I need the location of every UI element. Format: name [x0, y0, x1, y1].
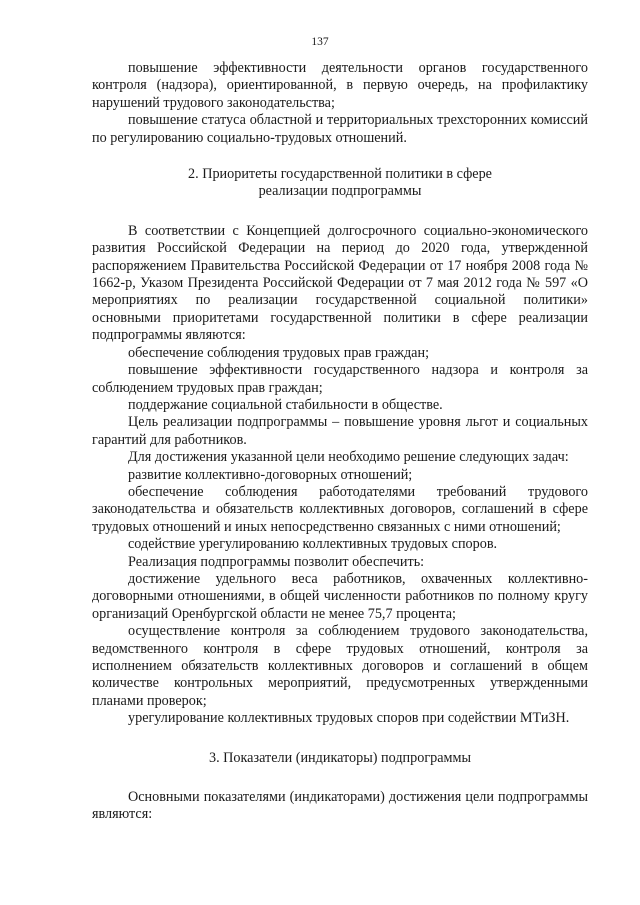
paragraph: поддержание социальной стабильности в обществе. [128, 396, 443, 413]
paragraph: Цель реализации подпрограммы – повышение уровня льгот и социальных гарантий для работников. [92, 414, 588, 448]
paragraph: урегулирование коллективных трудовых споров при содействии МТиЗН. [128, 710, 570, 727]
paragraph: осуществление контроля за соблюдением трудового законодательства, ведомственного контроля в сфере трудовых отношений, контроля за исполнением обязательств коллективных договоров и соглашений в общем количестве контрольных мероприятий, предусмотренных утвержденными планами проверок; [92, 623, 588, 709]
spacer [92, 201, 588, 223]
paragraph: достижение удельного веса работников, охваченных коллективно-договорными отношениями, в общей численности работников по полному кругу организаций Оренбургской области не менее 75,7 процента; [92, 570, 588, 622]
section-heading: 3. Показатели (индикаторы) подпрограммы [208, 749, 472, 766]
paragraph: развитие коллективно-договорных отношений; [128, 466, 413, 483]
paragraph: Для достижения указанной цели необходимо решение следующих задач: [128, 449, 569, 466]
section-heading: 2. Приоритеты государственной политики в сфере [188, 166, 492, 183]
paragraph: обеспечение соблюдения трудовых прав граждан; [128, 344, 430, 361]
paragraph: Реализация подпрограммы позволит обеспечить: [128, 553, 425, 570]
document-body [92, 60, 588, 824]
paragraph: обеспечение соблюдения работодателями требований трудового законодательства и обязательств коллективных договоров, соглашений в сфере трудовых отношений и иных непосредственно связанных с ними отношений; [92, 483, 588, 535]
paragraph: повышение статуса областной и территориальных трехсторонних комиссий по регулированию социально-трудовых отношений. [92, 112, 588, 146]
paragraph: повышение эффективности деятельности органов государственного контроля (надзора), ориентированной, в первую очередь, на профилактику нарушений трудового законодательства; [92, 60, 588, 111]
paragraph: В соответствии с Концепцией долгосрочного социально-экономического развития Российской Федерации на период до 2020 года, утвержденной распоряжением Правительства Российской Федерации от 17 ноября 2008 года № 1662-р, Указом Президента Российской Федерации от 7 мая 2012 года № 597 «О мероприятиях по реализации государственной социальной политики» основными приоритетами государственной политики в сфере реализации подпрограммы являются: [92, 222, 588, 344]
spacer [92, 147, 588, 166]
paragraph: содействие урегулированию коллективных трудовых споров. [128, 536, 498, 553]
spacer [92, 767, 588, 789]
page-number: 137 [311, 36, 329, 48]
paragraph: повышение эффективности государственного надзора и контроля за соблюдением трудовых прав граждан; [92, 362, 588, 396]
spacer [92, 728, 588, 750]
section-heading: реализации подпрограммы [258, 183, 422, 200]
paragraph: Основными показателями (индикаторами) достижения цели подпрограммы являются: [92, 789, 588, 823]
